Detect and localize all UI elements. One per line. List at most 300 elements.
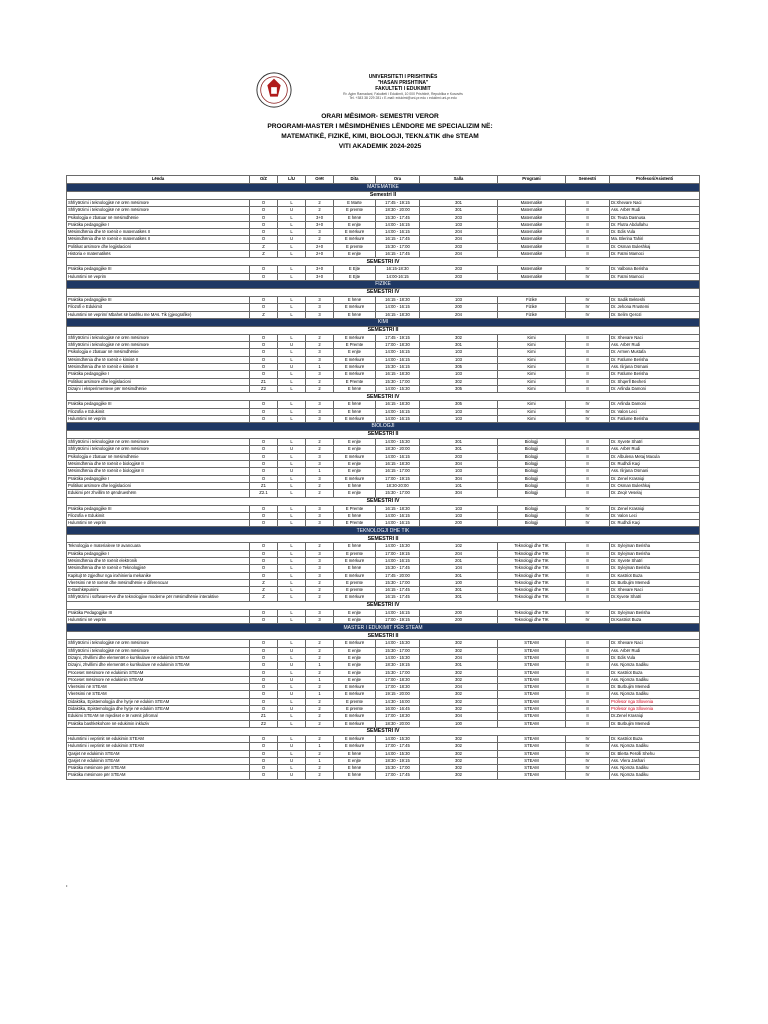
hours-cell: 3	[306, 609, 334, 616]
time-cell: 14:00 - 16:15	[376, 356, 420, 363]
table-row	[67, 490, 700, 497]
time-cell: 14:00 - 16:15	[376, 304, 420, 311]
semester-cell: II	[566, 378, 610, 385]
day-cell: E enjte	[334, 757, 376, 764]
hours-cell: 3	[306, 461, 334, 468]
semester-cell: IV	[566, 772, 610, 779]
type-cell: O	[250, 669, 278, 676]
course-cell: Shfrytëzimi i teknologjisë në orën mësimore	[67, 334, 250, 341]
teacher-cell: Dr. Rudhdi Kaçi	[610, 461, 700, 468]
type-cell: O	[250, 439, 278, 446]
hours-cell: 2	[306, 706, 334, 713]
type-cell: O	[250, 743, 278, 750]
semester-title: SEMESTRI II	[67, 632, 700, 640]
table-row	[67, 356, 700, 363]
type-cell: O	[250, 296, 278, 303]
table-row	[67, 304, 700, 311]
time-cell: 16:15 - 17:45	[376, 236, 420, 243]
teacher-cell: Dr. Albulena Metaj Macula	[610, 453, 700, 460]
teacher-cell: Ass. Arbër Rudi	[610, 446, 700, 453]
program-cell: STEAM	[498, 772, 566, 779]
course-cell: Proceset mësimore në edukimin STEAM	[67, 676, 250, 683]
table-row	[67, 371, 700, 378]
teacher-cell: Dr. Fatmi Mamoci	[610, 251, 700, 258]
room-cell: 203	[420, 243, 498, 250]
table-row	[67, 408, 700, 415]
program-cell: Kimi	[498, 342, 566, 349]
footer-mark: •	[66, 883, 68, 888]
time-cell: 16:15 - 18:30	[376, 296, 420, 303]
hours-cell: 3	[306, 311, 334, 318]
program-cell: Biologji	[498, 475, 566, 482]
lecture-cell: L	[278, 543, 306, 550]
course-cell: Shfrytëzimi i teknologjisë në orën mësimore	[67, 200, 250, 207]
type-cell: O	[250, 475, 278, 482]
teacher-cell: Dr. Sadik Bekteshi	[610, 296, 700, 303]
hours-cell: 1	[306, 743, 334, 750]
type-cell: O	[250, 236, 278, 243]
teacher-cell: Dr. Fatlume Berisha	[610, 371, 700, 378]
program-cell: STEAM	[498, 684, 566, 691]
lecture-cell: L	[278, 698, 306, 705]
day-cell: E mërkurë	[334, 364, 376, 371]
program-cell: Matematikë	[498, 200, 566, 207]
teacher-cell: Ma. Blerina Tahiri	[610, 236, 700, 243]
room-cell: 100	[420, 720, 498, 727]
table-row	[67, 378, 700, 385]
semester-cell: II	[566, 647, 610, 654]
program-cell: Kimi	[498, 415, 566, 422]
column-header: Orët	[306, 176, 334, 184]
room-cell: 103	[420, 221, 498, 228]
hours-cell: 2	[306, 446, 334, 453]
room-cell: 302	[420, 378, 498, 385]
course-cell: Qasjet në edukimin STEAM	[67, 750, 250, 757]
semester-cell: II	[566, 482, 610, 489]
program-cell: Biologji	[498, 520, 566, 527]
teacher-cell: Dr. Fatlume Berisha	[610, 415, 700, 422]
type-cell: O	[250, 221, 278, 228]
type-cell: O	[250, 371, 278, 378]
lecture-cell: L	[278, 439, 306, 446]
semester-cell: II	[566, 669, 610, 676]
room-cell: 304	[420, 490, 498, 497]
semester-cell: II	[566, 251, 610, 258]
time-cell: 18:30 - 19:15	[376, 662, 420, 669]
day-cell: E Premte	[334, 378, 376, 385]
column-header: Profesori/Asistenti	[610, 176, 700, 184]
day-cell: E enjte	[334, 662, 376, 669]
type-cell: Z	[250, 594, 278, 601]
hours-cell: 2	[306, 669, 334, 676]
time-cell: 15:30 - 17:00	[376, 579, 420, 586]
table-row	[67, 676, 700, 683]
hours-cell: 2	[306, 236, 334, 243]
table-row	[67, 342, 700, 349]
course-cell: Hulumtimi në veprim	[67, 617, 250, 624]
type-cell: Z	[250, 579, 278, 586]
lecture-cell: L	[278, 640, 306, 647]
type-cell: O	[250, 765, 278, 772]
semester-cell: II	[566, 214, 610, 221]
time-cell: 15:30 - 17:00	[376, 490, 420, 497]
day-cell: E mërkurë	[334, 236, 376, 243]
table-row	[67, 698, 700, 705]
room-cell: 203	[420, 273, 498, 280]
time-cell: 17:00 - 18:30	[376, 713, 420, 720]
teacher-cell: Ass. Njomza Sadiku	[610, 765, 700, 772]
room-cell: 201	[420, 557, 498, 564]
lecture-cell: L	[278, 520, 306, 527]
type-cell: Z2	[250, 720, 278, 727]
table-row	[67, 543, 700, 550]
room-cell: 103	[420, 512, 498, 519]
room-cell: 104	[420, 565, 498, 572]
course-cell: Shfrytëzimi i teknologjisë në orën mësimore	[67, 342, 250, 349]
teacher-cell: Dr. Burbujim Memedi	[610, 579, 700, 586]
semester-cell: II	[566, 221, 610, 228]
hours-cell: 3	[306, 453, 334, 460]
university-subname: "HASAN PRISHTINA"	[377, 80, 429, 86]
course-cell: Vlerësimi në STEAM	[67, 691, 250, 698]
semester-cell: IV	[566, 512, 610, 519]
time-cell: 14:00 - 16:15	[376, 415, 420, 422]
table-row	[67, 557, 700, 564]
hours-cell: 3	[306, 371, 334, 378]
semester-header	[67, 192, 700, 200]
column-header: Semestri	[566, 176, 610, 184]
table-row	[67, 550, 700, 557]
hours-cell: 3	[306, 475, 334, 482]
teacher-cell: Dr. Flutra Abdullahu	[610, 221, 700, 228]
room-cell: 301	[420, 587, 498, 594]
day-cell: E hënë	[334, 214, 376, 221]
lecture-cell: L	[278, 713, 306, 720]
room-cell: 200	[420, 609, 498, 616]
semester-cell: II	[566, 713, 610, 720]
hours-cell: 3	[306, 356, 334, 363]
university-name: UNIVERSITETI I PRISHTINËS	[368, 74, 438, 80]
lecture-cell: L	[278, 512, 306, 519]
day-cell: E Premte	[334, 342, 376, 349]
program-cell: Teknologji dhe TIK	[498, 617, 566, 624]
course-cell: Politikat arsimore dhe legjislacioni	[67, 378, 250, 385]
lecture-cell: U	[278, 468, 306, 475]
semester-cell: IV	[566, 296, 610, 303]
course-cell: Vlerësimi në STEAM	[67, 684, 250, 691]
room-cell: 302	[420, 334, 498, 341]
type-cell: O	[250, 684, 278, 691]
course-cell: Hulumtimi në veprim	[67, 273, 250, 280]
table-row	[67, 461, 700, 468]
hours-cell: 3	[306, 557, 334, 564]
course-cell: Vlerësimi në të nxënë dhe mësimdhënie e diferencuar	[67, 579, 250, 586]
hours-cell: 1	[306, 468, 334, 475]
semester-header	[67, 535, 700, 543]
day-cell: E Ejte	[334, 266, 376, 273]
table-row	[67, 251, 700, 258]
teacher-cell: Dr. Osman Buleshkaj	[610, 482, 700, 489]
type-cell: O	[250, 207, 278, 214]
day-cell: E hënë	[334, 565, 376, 572]
lecture-cell: L	[278, 482, 306, 489]
day-cell: E mërkurë	[334, 735, 376, 742]
day-cell: E mërkurë	[334, 475, 376, 482]
teacher-cell: Dr.Zenel Krasniqi	[610, 713, 700, 720]
course-cell: Hulumtimi në veprim	[67, 415, 250, 422]
type-cell: O	[250, 557, 278, 564]
teacher-cell: Dr. Sylejman Berisha	[610, 543, 700, 550]
course-cell: Dizajni, zhvillimi dhe elementët e kurrikulave në edukimin STEAM	[67, 654, 250, 661]
table-row	[67, 565, 700, 572]
program-cell: Teknologji dhe TIK	[498, 572, 566, 579]
course-cell: Psikologjia e zbatuar në mësimdhënie	[67, 349, 250, 356]
type-cell: O	[250, 364, 278, 371]
table-row	[67, 669, 700, 676]
course-cell: Praktika pedagogjike I	[67, 475, 250, 482]
program-cell: Teknologji dhe TIK	[498, 550, 566, 557]
semester-cell: II	[566, 229, 610, 236]
time-cell: 14:00 - 15:30	[376, 735, 420, 742]
type-cell: O	[250, 654, 278, 661]
type-cell: O	[250, 266, 278, 273]
room-cell: 302	[420, 669, 498, 676]
time-cell: 16:15 - 17:00	[376, 468, 420, 475]
type-cell: O	[250, 200, 278, 207]
semester-cell: IV	[566, 765, 610, 772]
hours-cell: 3	[306, 408, 334, 415]
teacher-cell: Dr. Zeqir Veselaj	[610, 490, 700, 497]
hours-cell: 2	[306, 490, 334, 497]
table-row	[67, 334, 700, 341]
day-cell: E mërkurë	[334, 356, 376, 363]
program-title: MASTER I EDUKIMIT PËR STEAM	[67, 624, 700, 632]
hours-cell: 1	[306, 757, 334, 764]
hours-cell: 2	[306, 772, 334, 779]
lecture-cell: L	[278, 579, 306, 586]
table-row	[67, 617, 700, 624]
semester-cell: II	[566, 565, 610, 572]
type-cell: O	[250, 691, 278, 698]
room-cell: 204	[420, 229, 498, 236]
table-row	[67, 587, 700, 594]
course-cell: Psikologjia e zbatuar në mësimdhënie	[67, 214, 250, 221]
program-cell: Teknologji dhe TIK	[498, 609, 566, 616]
lecture-cell: L	[278, 617, 306, 624]
day-cell: E enjte	[334, 221, 376, 228]
lecture-cell: L	[278, 765, 306, 772]
lecture-cell: L	[278, 684, 306, 691]
room-cell: 204	[420, 550, 498, 557]
room-cell: 203	[420, 266, 498, 273]
teacher-cell: Dr. Xyvete Shatri	[610, 557, 700, 564]
program-title: MATEMATIKË	[67, 184, 700, 192]
room-cell: 305	[420, 385, 498, 392]
program-cell: Kimi	[498, 371, 566, 378]
room-cell: 302	[420, 640, 498, 647]
time-cell: 16:15 - 18:30	[376, 401, 420, 408]
semester-header	[67, 258, 700, 266]
table-row	[67, 772, 700, 779]
table-row	[67, 385, 700, 392]
semester-cell: II	[566, 490, 610, 497]
hours-cell: 2	[306, 482, 334, 489]
type-cell: Z	[250, 587, 278, 594]
semester-title: Semestri II	[67, 192, 700, 200]
day-cell: E enjte	[334, 654, 376, 661]
semester-cell: IV	[566, 505, 610, 512]
course-cell: Dizajni i eksperimenteve për mësimdhënie	[67, 385, 250, 392]
course-cell: Praktika pedagogjike III	[67, 296, 250, 303]
day-cell: E Premte	[334, 505, 376, 512]
lecture-cell: L	[278, 304, 306, 311]
hours-cell: 3	[306, 304, 334, 311]
room-cell: 101	[420, 482, 498, 489]
teacher-cell: Dr. Blerta Perolli Shehu	[610, 750, 700, 757]
table-row	[67, 735, 700, 742]
teacher-cell: Ass. Njomza Sadiku	[610, 676, 700, 683]
semester-cell: IV	[566, 750, 610, 757]
type-cell: Z	[250, 311, 278, 318]
program-cell: Kimi	[498, 378, 566, 385]
day-cell: E enjte	[334, 468, 376, 475]
teacher-cell: Dr. Xhevare Naci	[610, 587, 700, 594]
teacher-cell: Dr. Edis Vula	[610, 654, 700, 661]
table-row	[67, 505, 700, 512]
lecture-cell: L	[278, 385, 306, 392]
lecture-cell: L	[278, 557, 306, 564]
semester-cell: II	[566, 200, 610, 207]
table-row	[67, 349, 700, 356]
type-cell: O	[250, 543, 278, 550]
program-cell: Matematikë	[498, 207, 566, 214]
lecture-cell: L	[278, 273, 306, 280]
course-cell: Hulumtimi i veprimit në edukimin STEAM	[67, 743, 250, 750]
hours-cell: 2	[306, 378, 334, 385]
time-cell: 15:30 - 17:00	[376, 647, 420, 654]
hours-cell: 2	[306, 698, 334, 705]
hours-cell: 2	[306, 334, 334, 341]
course-cell: Mësimdhënia dhe të nxënit e Teknologjisë	[67, 565, 250, 572]
program-cell: STEAM	[498, 676, 566, 683]
lecture-cell: L	[278, 654, 306, 661]
type-cell: O	[250, 750, 278, 757]
lecture-cell: U	[278, 757, 306, 764]
course-cell: Mësimdhënia dhe të nxënit e biologjisë II	[67, 468, 250, 475]
program-cell: Biologji	[498, 446, 566, 453]
day-cell: E mërkurë	[334, 557, 376, 564]
semester-cell: IV	[566, 743, 610, 750]
type-cell: Z1	[250, 378, 278, 385]
semester-cell: II	[566, 684, 610, 691]
teacher-cell: Ass. Vlera Jashari	[610, 757, 700, 764]
table-row	[67, 594, 700, 601]
hours-cell: 2	[306, 385, 334, 392]
time-cell: 17:00 - 18:30	[376, 342, 420, 349]
column-header: Salla	[420, 176, 498, 184]
day-cell: E enjte	[334, 669, 376, 676]
table-row	[67, 482, 700, 489]
type-cell: O	[250, 772, 278, 779]
course-cell: Mësimdhënia dhe të nxënit elektronik	[67, 557, 250, 564]
table-row	[67, 207, 700, 214]
day-cell: E hënë	[334, 750, 376, 757]
course-cell: Edukimi për zhvillim të qëndrueshëm	[67, 490, 250, 497]
time-cell: 15:30 - 17:00	[376, 243, 420, 250]
room-cell: 204	[420, 236, 498, 243]
room-cell: 301	[420, 207, 498, 214]
time-cell: 14:00 - 16:15	[376, 453, 420, 460]
column-header: Lënda	[67, 176, 250, 184]
program-cell: Fizikë	[498, 296, 566, 303]
type-cell: Z2.1	[250, 490, 278, 497]
program-section-header	[67, 624, 700, 632]
teacher-cell: Dr.Xhevare Naci	[610, 200, 700, 207]
table-row	[67, 720, 700, 727]
room-cell: 103	[420, 349, 498, 356]
teacher-cell: Dr. Osman Buleshkaj	[610, 243, 700, 250]
type-cell: O	[250, 647, 278, 654]
course-cell: Praktika pedagogjike III	[67, 505, 250, 512]
time-cell: 14:00 - 16:15	[376, 512, 420, 519]
lecture-cell: U	[278, 691, 306, 698]
hours-cell: 2	[306, 594, 334, 601]
teacher-cell: Dr. Armen Mustafa	[610, 349, 700, 356]
teacher-cell: Dr. Shqerll Bexheti	[610, 378, 700, 385]
teacher-cell: Ass. Njomza Sadiku	[610, 743, 700, 750]
program-cell: Matematikë	[498, 214, 566, 221]
day-cell: E premte	[334, 579, 376, 586]
hours-cell: 2	[306, 765, 334, 772]
type-cell: O	[250, 640, 278, 647]
lecture-cell: L	[278, 311, 306, 318]
column-header: L/U	[278, 176, 306, 184]
semester-header	[67, 601, 700, 609]
time-cell: 14:00-16:15	[376, 273, 420, 280]
program-cell: STEAM	[498, 743, 566, 750]
table-row	[67, 401, 700, 408]
table-row	[67, 713, 700, 720]
day-cell: E hënë	[334, 765, 376, 772]
day-cell: E Marte	[334, 200, 376, 207]
day-cell: E enjte	[334, 647, 376, 654]
time-cell: 17:45 - 19:15	[376, 200, 420, 207]
university-header	[255, 70, 480, 112]
time-cell: 17:00 - 18:30	[376, 676, 420, 683]
table-row	[67, 706, 700, 713]
course-cell: Praktika Pedagogjike III	[67, 609, 250, 616]
hours-cell: 2	[306, 579, 334, 586]
semester-title: SEMESTRI II	[67, 431, 700, 439]
course-cell: Praktika pedagogjike I	[67, 221, 250, 228]
time-cell: 18:30-20:00	[376, 482, 420, 489]
program-title: KIMI	[67, 318, 700, 326]
teacher-cell: Dr. Zenel Krasniqi	[610, 505, 700, 512]
teacher-cell: Dr. Sylejman Berisha	[610, 565, 700, 572]
lecture-cell: L	[278, 214, 306, 221]
faculty-name: FAKULTETI I EDUKIMIT	[375, 86, 431, 92]
lecture-cell: L	[278, 371, 306, 378]
teacher-cell: Dr. Valon Leci	[610, 512, 700, 519]
semester-cell: II	[566, 640, 610, 647]
semester-title: SEMESTRI II	[67, 535, 700, 543]
hours-cell: 2	[306, 647, 334, 654]
day-cell: E enjte	[334, 446, 376, 453]
program-cell: Biologji	[498, 490, 566, 497]
room-cell: 204	[420, 654, 498, 661]
teacher-cell: Dr. Edis Vula	[610, 229, 700, 236]
program-cell: STEAM	[498, 691, 566, 698]
